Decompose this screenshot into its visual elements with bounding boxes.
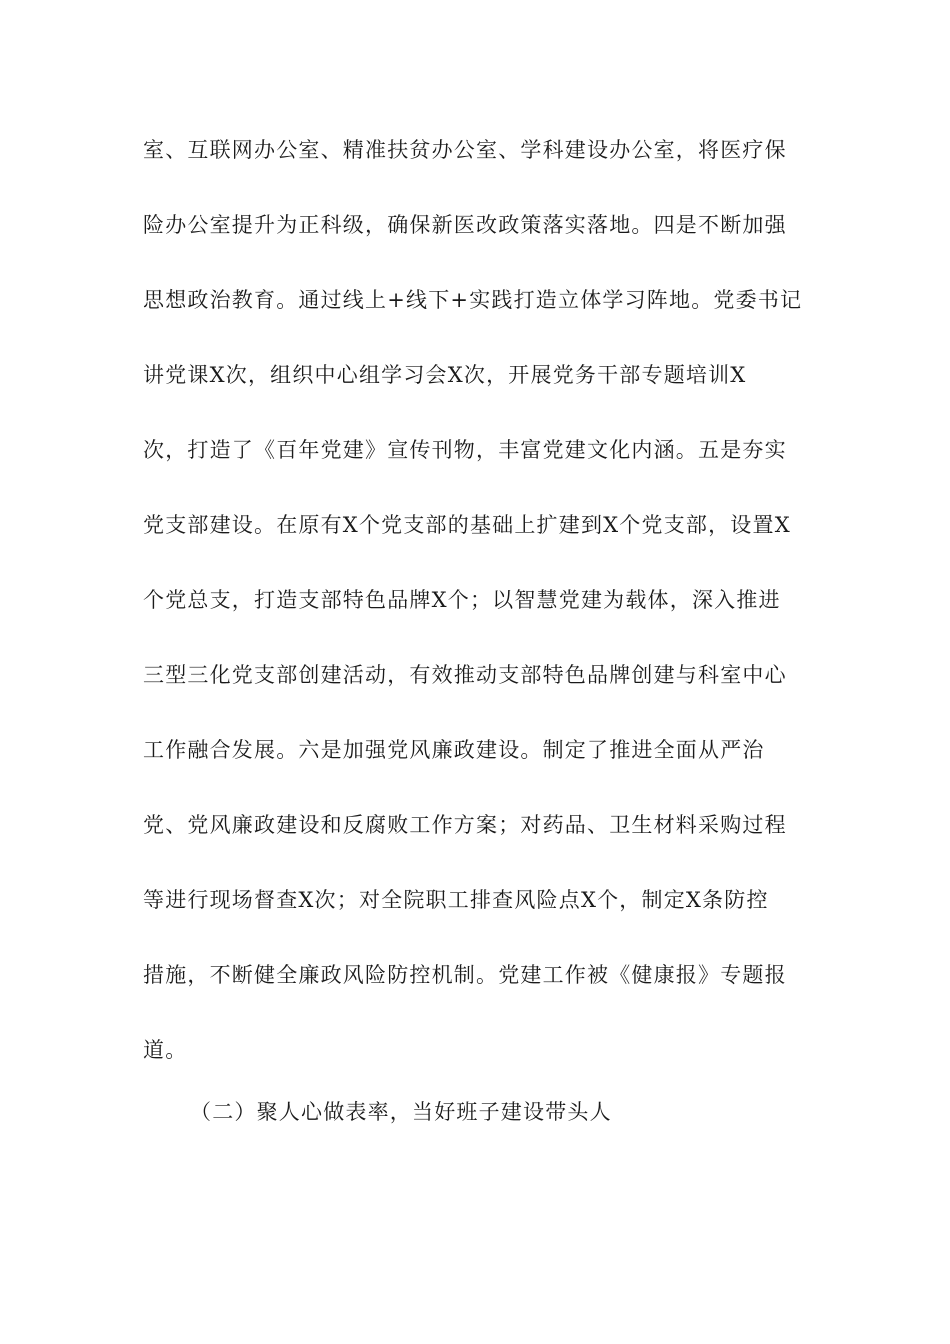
paragraph-line: 个党总支，打造支部特色品牌X个；以智慧党建为载体，深入推进 (143, 588, 781, 612)
paragraph-line: 党、党风廉政建设和反腐败工作方案；对药品、卫生材料采购过程 (143, 813, 787, 837)
paragraph-line: 工作融合发展。六是加强党风廉政建设。制定了推进全面从严治 (143, 738, 765, 762)
paragraph-line: 道。 (143, 1038, 188, 1062)
paragraph-line: 室、互联网办公室、精准扶贫办公室、学科建设办公室，将医疗保 (143, 138, 787, 162)
paragraph-line: 党支部建设。在原有X个党支部的基础上扩建到X个党支部，设置X (143, 513, 791, 537)
paragraph-line: 措施，不断健全廉政风险防控机制。党建工作被《健康报》专题报 (143, 963, 787, 987)
paragraph-line: 思想政治教育。通过线上+线下+实践打造立体学习阵地。党委书记 (143, 288, 803, 312)
paragraph-line: 险办公室提升为正科级，确保新医改政策落实落地。四是不断加强 (143, 213, 787, 237)
section-heading: （二）聚人心做表率，当好班子建设带头人 (190, 1100, 612, 1124)
paragraph-line: 等进行现场督查X次；对全院职工排查风险点X个，制定X条防控 (143, 888, 769, 912)
paragraph-line: 三型三化党支部创建活动，有效推动支部特色品牌创建与科室中心 (143, 663, 787, 687)
paragraph-line: 次，打造了《百年党建》宣传刊物，丰富党建文化内涵。五是夯实 (143, 438, 787, 462)
paragraph-line: 讲党课X次，组织中心组学习会X次，开展党务干部专题培训X (143, 363, 747, 387)
